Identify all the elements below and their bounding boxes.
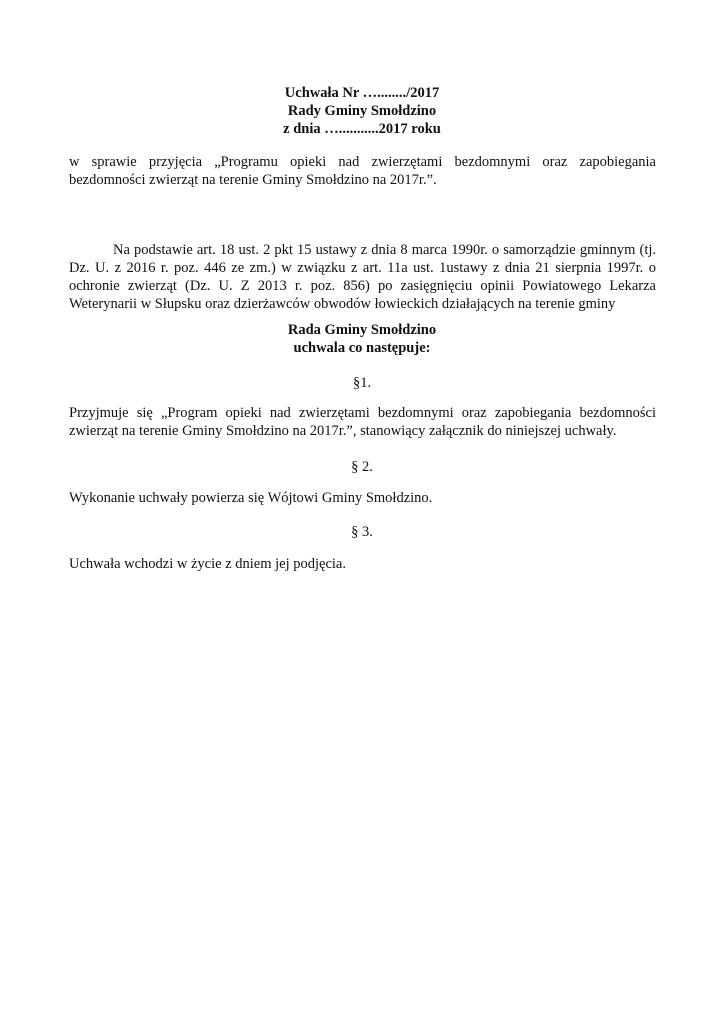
resolution-header [0,84,724,138]
council-resolves-heading [0,321,724,357]
section-1-mark: §1. [352,375,372,391]
resolution-number: Uchwała Nr …......../2017 [284,85,440,101]
resolution-subject: w sprawie przyjęcia „Programu opieki nad zwierzętami bezdomnymi oraz zapobiegania bezdomności zwierząt na terenie Gminy Smołdzino na 2017r.”. [69,154,656,188]
section-2-text: Wykonanie uchwały powierza się Wójtowi Gminy Smołdzino. [69,490,433,506]
section-3-text: Uchwała wchodzi w życie z dniem jej podjęcia. [69,556,346,572]
council-heading-line: Rada Gminy Smołdzino [287,322,437,338]
resolution-date: z dnia …...........2017 roku [283,121,441,137]
council-name: Rady Gminy Smołdzino [287,103,437,119]
section-3-mark: § 3. [351,524,373,540]
section-1-text: Przyjmuje się „Program opieki nad zwierzętami bezdomnymi oraz zapobiegania bezdomności zwierząt na terenie Gminy Smołdzino na 2017r.”, stanowiący załącznik do niniejszej uchwały. [69,405,656,439]
resolves-heading-line: uchwala co następuje: [293,340,431,356]
section-2-mark: § 2. [351,459,373,475]
legal-basis: Na podstawie art. 18 ust. 2 pkt 15 ustawy z dnia 8 marca 1990r. o samorządzie gminnym (tj. Dz. U. z 2016 r. poz. 446 ze zm.) w związku z art. 11a ust. 1ustawy z dnia 21 sierpnia 1997r. o ochronie zwierząt (Dz. U. Z 2013 r. poz. 856) po zasięgnięciu opinii Powiatowego Lekarza Weterynarii w Słupsku oraz dzierżawców obwodów łowieckich działających na terenie gminy [69,242,656,312]
